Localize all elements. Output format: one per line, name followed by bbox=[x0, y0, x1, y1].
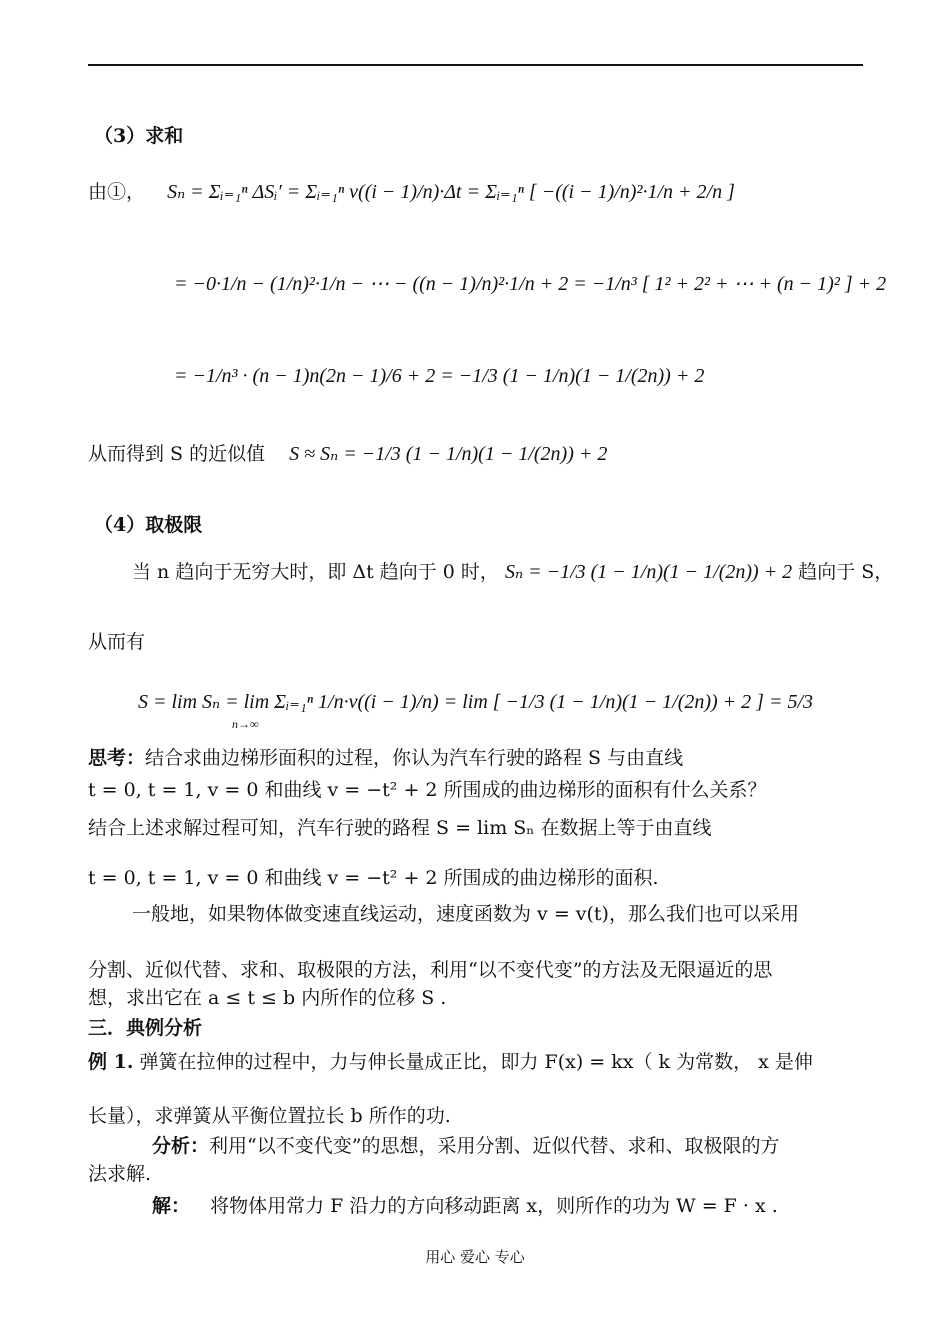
general-line1: 一般地，如果物体做变速直线运动，速度函数为 v = v(t)，那么我们也可以采用 bbox=[132, 903, 799, 925]
limit-subscript: n→∞ bbox=[232, 717, 259, 731]
equation-sum-line3: = −1/n³ · (n − 1)n(2n − 1)/6 + 2 = −1/3 (1 − 1/n)(1 − 1/(2n)) + 2 bbox=[174, 365, 705, 387]
section-heading: 三．典例分析 bbox=[88, 1017, 203, 1039]
solution-label: 解： bbox=[152, 1195, 191, 1217]
step3-heading: （3）求和 bbox=[94, 125, 184, 147]
think-text-1: 结合求曲边梯形面积的过程，你认为汽车行驶的路程 S 与由直线 bbox=[145, 747, 684, 769]
solution-line bbox=[152, 1194, 778, 1218]
limit-description bbox=[132, 560, 893, 584]
approx-equation: S ≈ Sₙ = −1/3 (1 − 1/n)(1 − 1/(2n)) + 2 bbox=[289, 443, 608, 465]
general-line2: 分割、近似代替、求和、取极限的方法，利用“以不变代变”的方法及无限逼近的思 bbox=[88, 959, 773, 981]
think-line2: t = 0, t = 1, v = 0 和曲线 v = −t² + 2 所围成的曲边梯形的面积有什么关系？ bbox=[88, 779, 767, 801]
conclusion-line1: 结合上述求解过程可知，汽车行驶的路程 S = lim Sₙ 在数据上等于由直线 bbox=[88, 817, 712, 839]
example-label: 例 1. bbox=[88, 1051, 134, 1073]
conclusion-line2: t = 0, t = 1, v = 0 和曲线 v = −t² + 2 所围成的曲边梯形的面积. bbox=[88, 867, 659, 889]
equation-sum-line2: = −0·1/n − (1/n)²·1/n − ⋯ − ((n − 1)/n)²·1/n + 2 = −1/n³ [ 1² + 2² + ⋯ + (n − 1)² ] + 2 bbox=[174, 273, 887, 295]
analysis-label: 分析： bbox=[152, 1135, 210, 1157]
limit-equation bbox=[88, 690, 863, 714]
analysis-text-1: 利用“以不变代变”的思想，采用分割、近似代替、求和、取极限的方 bbox=[209, 1135, 780, 1157]
step4-heading: （4）取极限 bbox=[94, 514, 203, 536]
general-line3: 想，求出它在 a ≤ t ≤ b 内所作的位移 S . bbox=[88, 987, 447, 1009]
limit-desc-equation: Sₙ = −1/3 (1 − 1/n)(1 − 1/(2n)) + 2 bbox=[504, 561, 793, 583]
equation-sum-line1 bbox=[88, 180, 735, 204]
example-line2: 长量），求弹簧从平衡位置拉长 b 所作的功. bbox=[88, 1105, 451, 1127]
analysis-line2: 法求解. bbox=[88, 1163, 152, 1185]
limit-desc-b: 趋向于 S， bbox=[798, 561, 894, 583]
example-line1 bbox=[88, 1050, 813, 1074]
example-text-1: 弹簧在拉伸的过程中，力与伸长量成正比，即力 F(x) = kx（ k 为常数， x 是伸 bbox=[139, 1051, 813, 1073]
eq-prefix: 由①， bbox=[88, 181, 146, 203]
approx-text: 从而得到 S 的近似值 bbox=[88, 443, 266, 465]
approximation-line bbox=[88, 442, 607, 466]
limit-desc-a: 当 n 趋向于无穷大时，即 Δt 趋向于 0 时， bbox=[132, 561, 499, 583]
analysis-line1 bbox=[152, 1134, 779, 1158]
solution-text: 将物体用常力 F 沿力的方向移动距离 x，则所作的功为 W = F · x . bbox=[210, 1195, 778, 1217]
sum-equation: Sₙ = Σᵢ₌₁ⁿ ΔSᵢ′ = Σᵢ₌₁ⁿ v((i − 1)/n)·Δt = Σᵢ₌₁ⁿ [ −((i − 1)/n)²·1/n + 2/n ] bbox=[167, 181, 735, 203]
think-label: 思考： bbox=[88, 747, 146, 769]
limit-equation-text: S = lim Sₙ = lim Σᵢ₌₁ⁿ 1/n·v((i − 1)/n) = lim [ −1/3 (1 − 1/n)(1 − 1/(2n)) + 2 ] = 5/3 bbox=[137, 691, 814, 713]
header-rule bbox=[88, 64, 863, 66]
page-footer: 用心 爱心 专心 bbox=[425, 1248, 525, 1266]
think-line1 bbox=[88, 746, 683, 770]
therefore-line: 从而有 bbox=[88, 631, 146, 653]
